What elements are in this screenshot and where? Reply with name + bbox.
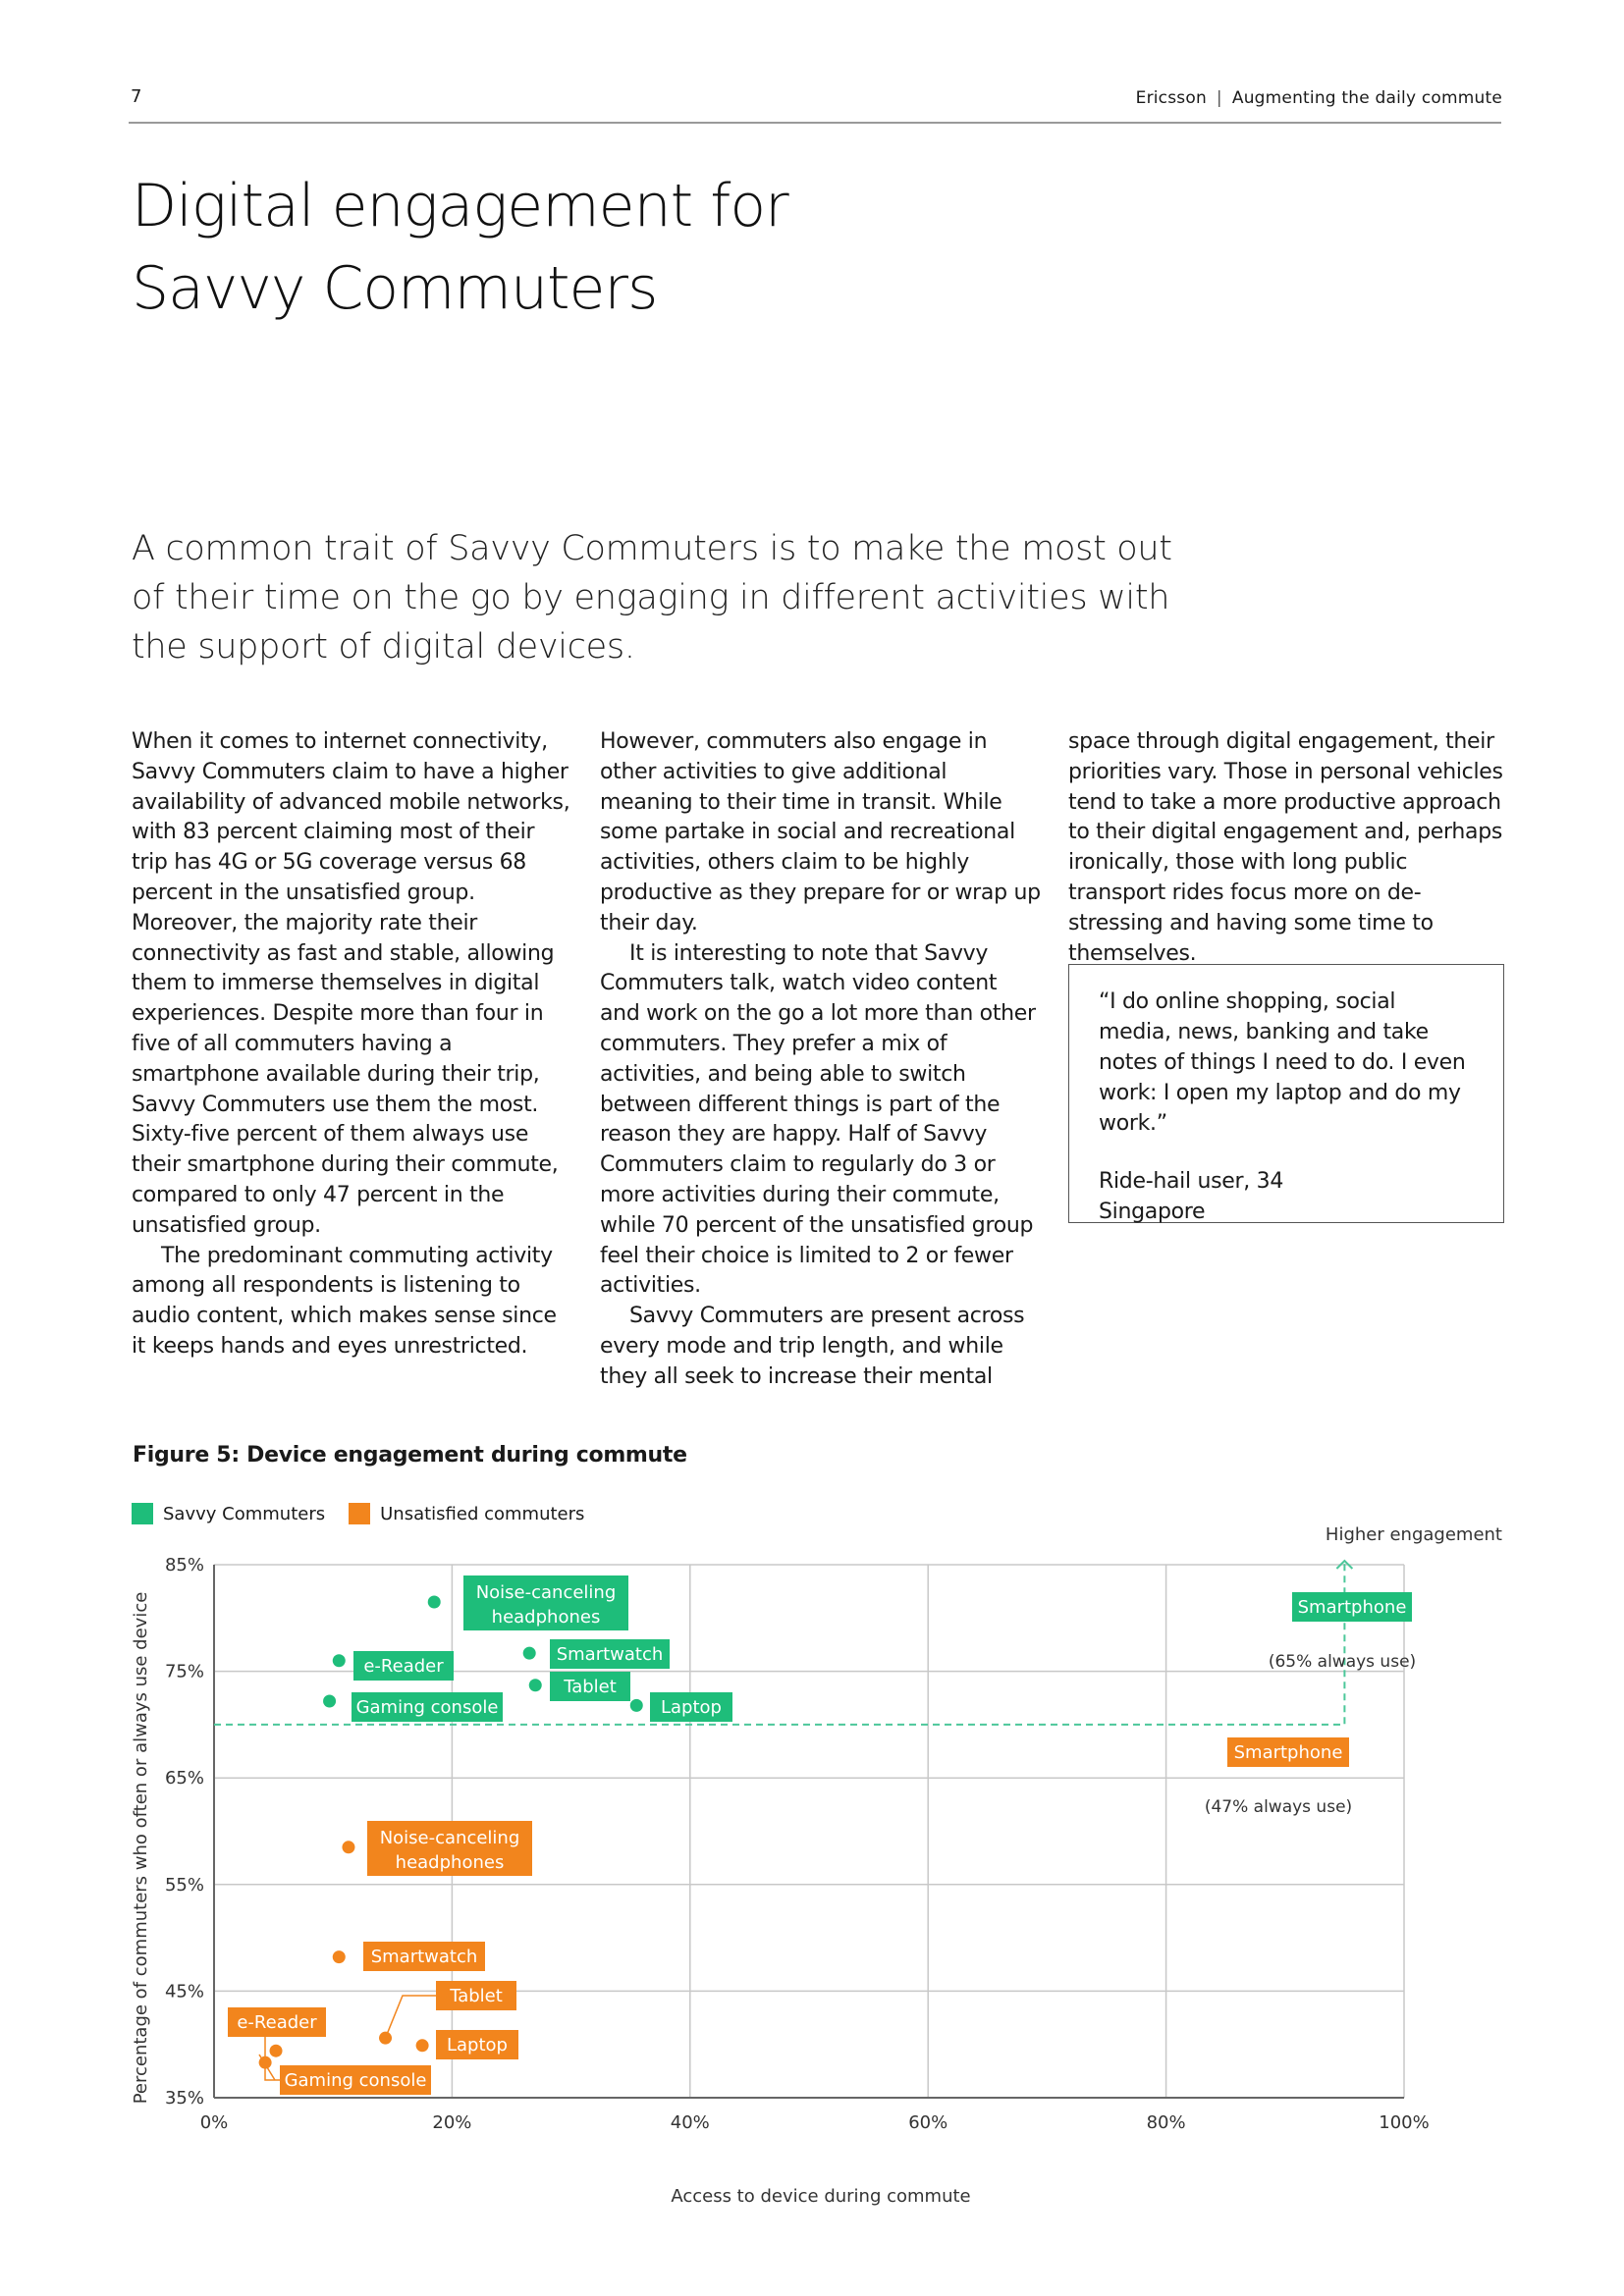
figure-title: Figure 5: Device engagement during commute [133, 1443, 687, 1468]
data-point-savvy [323, 1695, 336, 1708]
data-label-unsatisfied: Smartwatch [370, 1947, 478, 1967]
body-paragraph: Savvy Commuters are present across every mode and trip length, and while they all seek to increase their mental [600, 1304, 1025, 1389]
quote-text: “I do online shopping, social media, news, banking and take notes of things I need to do. I even work: I open my laptop and do my work.” [1099, 989, 1466, 1136]
quote-attribution-place: Singapore [1099, 1200, 1206, 1224]
data-point-savvy [630, 1699, 643, 1712]
legend-label-unsatisfied: Unsatisfied commuters [380, 1503, 585, 1524]
data-point-unsatisfied [270, 2045, 283, 2057]
x-tick-label: 60% [908, 2112, 948, 2133]
header-company: Ericsson [1135, 88, 1207, 108]
data-point-unsatisfied [342, 1841, 354, 1853]
x-tick-label: 0% [199, 2112, 229, 2133]
x-tick-label: 20% [432, 2112, 472, 2133]
data-label-unsatisfied: e-Reader [237, 2012, 317, 2033]
data-label-savvy: Smartphone [1297, 1597, 1407, 1618]
y-tick-label: 55% [164, 1874, 204, 1896]
page-title-line-1: Digital engagement for [132, 172, 788, 240]
body-paragraph: However, commuters also engage in other activities to give additional meaning to their time in transit. While some partake in social and recreational activities, others claim to be highly productive as they prepare for or wrap up their day. [600, 729, 1041, 935]
data-point-unsatisfied [379, 2032, 392, 2045]
data-note-unsatisfied: (47% always use) [1204, 1797, 1353, 1817]
data-point-unsatisfied [259, 2056, 272, 2069]
data-point-unsatisfied [333, 1950, 346, 1963]
data-point-savvy [523, 1647, 536, 1660]
data-point-savvy [333, 1654, 346, 1667]
y-tick-label: 65% [164, 1768, 204, 1789]
data-label-unsatisfied: headphones [395, 1852, 505, 1873]
y-tick-label: 45% [164, 1981, 204, 2002]
leader-line [386, 1996, 436, 2038]
body-paragraph: It is interesting to note that Savvy Commuters talk, watch video content and work on the go a lot more than other commuters. They prefer a mix of activities, and being able to switch between different things is part of the reason they are happy. Half of Savvy Commuters claim to regularly do 3 or more activities during their commute, while 70 percent of the unsatisfied group feel their choice is limited to 2 or fewer activities. [600, 940, 1036, 1299]
data-label-savvy: Laptop [661, 1697, 722, 1718]
data-label-unsatisfied: Tablet [450, 1986, 503, 2006]
body-paragraph: The predominant commuting activity among all respondents is listening to audio content, which makes sense since it keeps hands and eyes unrestricted. [132, 1243, 557, 1359]
legend-label-savvy: Savvy Commuters [163, 1503, 326, 1524]
lead-paragraph: A common trait of Savvy Commuters is to make the most out of their time on the go by engaging in different activities with the support of digital devices. [132, 529, 1172, 667]
data-note-savvy: (65% always use) [1268, 1652, 1417, 1672]
data-label-savvy: Tablet [564, 1677, 617, 1697]
x-axis-title: Access to device during commute [671, 2186, 971, 2207]
data-label-unsatisfied: Noise-canceling [379, 1828, 520, 1848]
running-header: Ericsson | Augmenting the daily commute [1135, 88, 1502, 108]
y-axis-title: Percentage of commuters who often or always use device [131, 1591, 151, 2105]
data-label-savvy: Noise-canceling [475, 1582, 617, 1603]
threshold-label: Higher engagement [1325, 1524, 1502, 1545]
data-point-unsatisfied [416, 2039, 429, 2052]
data-point-savvy [428, 1596, 441, 1609]
x-tick-label: 80% [1146, 2112, 1186, 2133]
header-report-title: Augmenting the daily commute [1231, 88, 1502, 108]
data-point-savvy [529, 1679, 542, 1691]
data-label-savvy: Gaming console [355, 1697, 499, 1718]
data-label-unsatisfied: Gaming console [284, 2070, 427, 2091]
data-label-unsatisfied: Laptop [447, 2035, 508, 2056]
data-label-unsatisfied: Smartphone [1233, 1742, 1343, 1763]
page-number: 7 [131, 86, 142, 107]
x-tick-label: 40% [670, 2112, 710, 2133]
y-tick-label: 35% [164, 2088, 204, 2109]
quote-attribution-name: Ride-hail user, 34 [1099, 1169, 1284, 1194]
y-tick-label: 75% [164, 1661, 204, 1682]
x-tick-label: 100% [1379, 2112, 1430, 2133]
page-title-line-2: Savvy Commuters [132, 254, 658, 323]
y-tick-label: 85% [164, 1555, 204, 1575]
body-paragraph: space through digital engagement, their priorities vary. Those in personal vehicles tend to take a more productive approach to their digital engagement and, perhaps ironically, those with long public transport rides focus more on de-stressing and having some time to themselves. [1068, 729, 1503, 966]
body-paragraph: When it comes to internet connectivity, Savvy Commuters claim to have a higher availability of advanced mobile networks, with 83 percent claiming most of their trip has 4G or 5G coverage versus 68 percent in the unsatisfied group. Moreover, the majority rate their connectivity as fast and stable, allowing them to immerse themselves in digital experiences. Despite more than four in five of all commuters having a smartphone available during their trip, Savvy Commuters use them the most. Sixty-five percent of them always use their smartphone during their commute, compared to only 47 percent in the unsatisfied group. [132, 729, 570, 1238]
data-label-savvy: Smartwatch [556, 1644, 664, 1665]
data-label-savvy: e-Reader [363, 1656, 444, 1677]
data-label-savvy: headphones [491, 1607, 601, 1628]
